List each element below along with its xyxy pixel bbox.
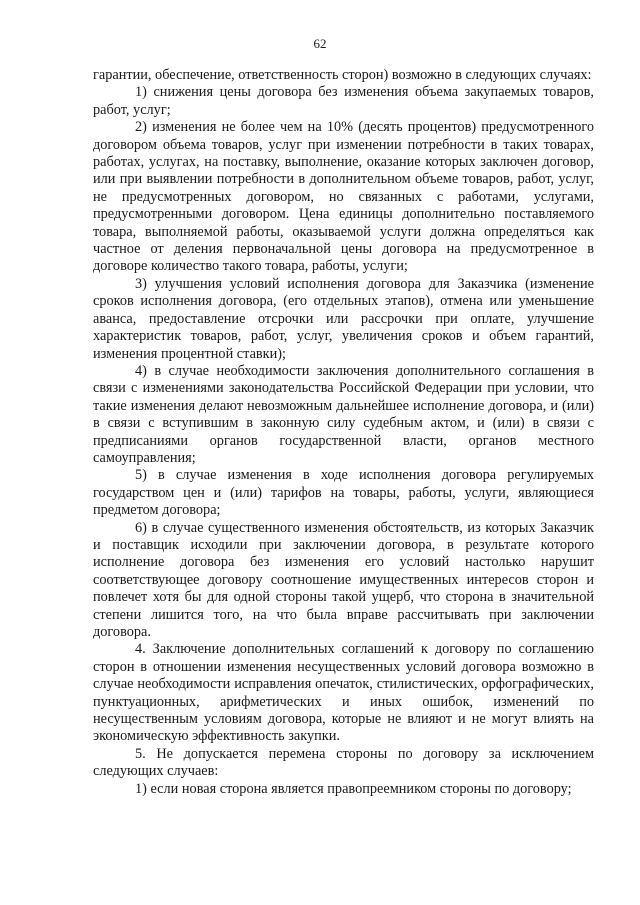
list-item-4-legislation-change: 4) в случае необходимости заключения дополнительного соглашения в связи с изменениями законодательства Российской Федерации при условии, что такие изменения делают невозможным дальнейшее исполнение договора, и (или) в связи с вступившим в законную силу судебным актом, и (или) в связи с предписаниями органов государственной власти, органов местного самоуправления;: [93, 362, 594, 466]
paragraph-intro: гарантии, обеспечение, ответственность сторон) возможно в следующих случаях:: [93, 67, 592, 83]
list-item-6-circumstances-change: 6) в случае существенного изменения обстоятельств, из которых Заказчик и поставщик исходили при заключении договора, в результате которого исполнение договора без изменения его условий настолько нарушит соответствующее договору соотношение имущественных интересов сторон и повлечет хотя бы для одной стороны такой ущерб, что сторона в значительной степени лишится того, на что была вправе рассчитывать при заключении договора.: [93, 519, 594, 640]
list-item-2-volume-change: 2) изменения не более чем на 10% (десять процентов) предусмотренного договором объема товаров, услуг при изменении потребности в таких товарах, работах, услугах, на поставку, выполнение, оказание которых заключен договор, или при выявлении потребности в дополнительном объеме товаров, работ, услуг, не предусмотренных договором, но связанных с работами, услугами, предусмотренными договором. Цена единицы дополнительно поставляемого товара, выполняемой работы, оказываемой услуги должна определяться как частное от деления первоначальной цены договора на предусмотренное в договоре количество такого товара, работы, услуги;: [93, 119, 594, 275]
list-item-5-regulated-prices: 5) в случае изменения в ходе исполнения договора регулируемых государством цен и (или) тарифов на товары, работы, услуги, являющиеся предметом договора;: [93, 467, 594, 519]
list-item-1-legal-successor: 1) если новая сторона является правопреемником стороны по договору;: [135, 780, 572, 797]
list-item-3-terms-improvement: 3) улучшения условий исполнения договора для Заказчика (изменение сроков исполнения договора, (его отдельных этапов), отмена или уменьшение аванса, предоставление отсрочки или рассрочки при оплате, улучшение характеристик товаров, работ, услуг, увеличения сроков и объем гарантий, изменения процентной ставки);: [93, 275, 594, 362]
section-4-minor-amendments: 4. Заключение дополнительных соглашений к договору по соглашению сторон в отношении изменения несущественных условий договора возможно в случае необходимости исправления опечаток, стилистических, орфографических, пунктуационных, арифметических и иных ошибок, изменений по несущественным условиям договора, которые не влияют и не могут влиять на экономическую эффективность закупки.: [93, 641, 594, 745]
page-number: 62: [313, 36, 327, 51]
section-5-party-change: 5. Не допускается перемена стороны по договору за исключением следующих случаев:: [93, 745, 594, 780]
list-item-1-price-reduction: 1) снижения цены договора без изменения объема закупаемых товаров, работ, услуг;: [93, 84, 594, 118]
document-body: [93, 67, 594, 798]
